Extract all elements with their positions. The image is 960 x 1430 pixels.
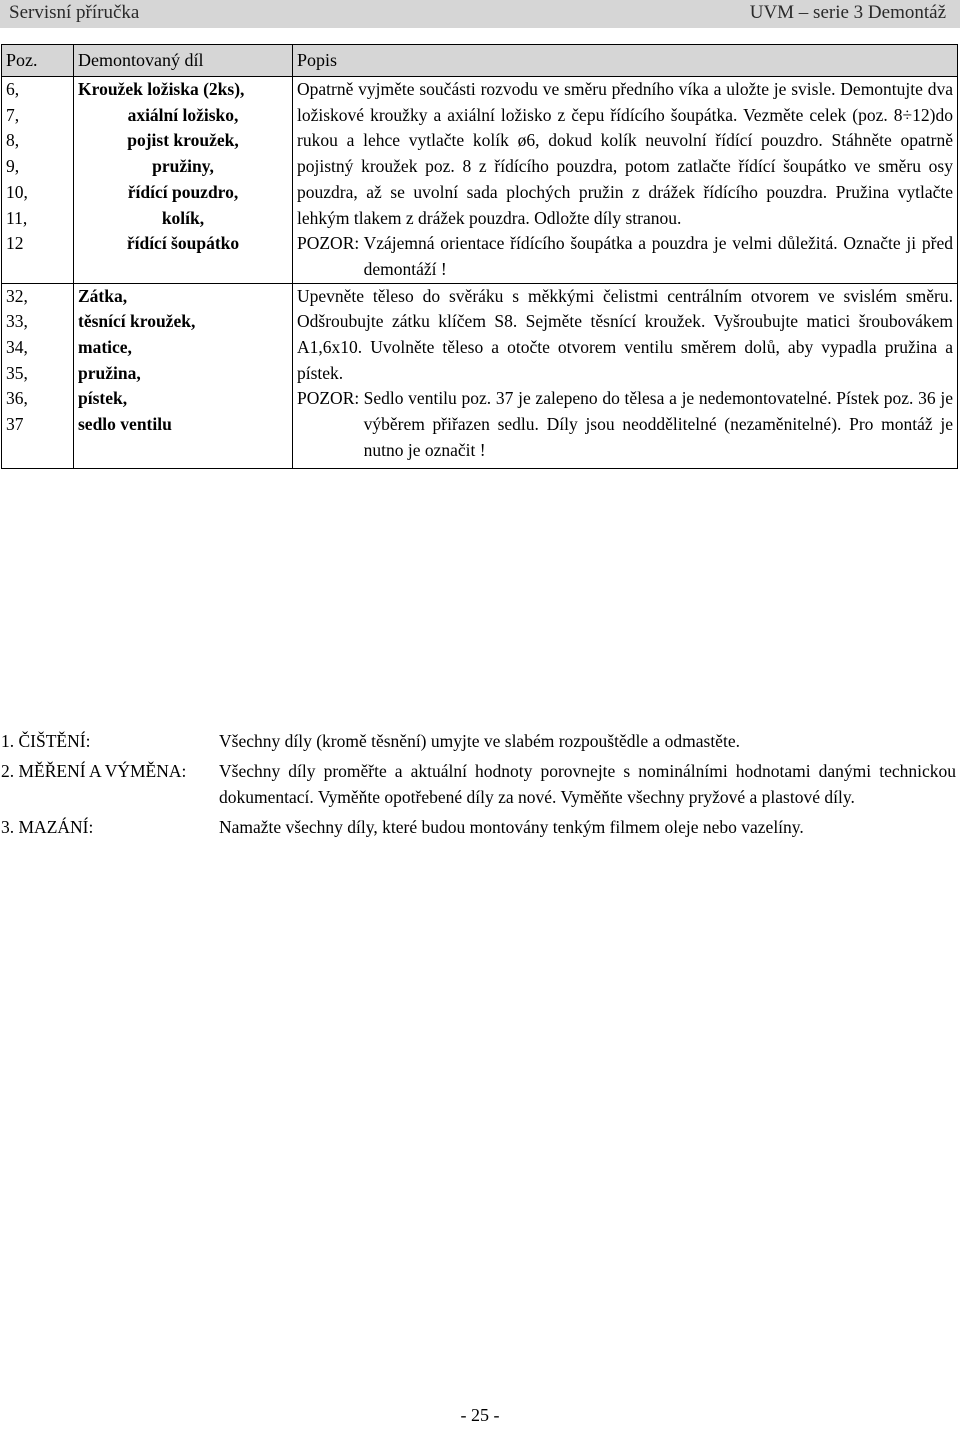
table-header-row [2, 45, 958, 77]
warning-label: POZOR: [297, 233, 364, 254]
section-label: 3. MAZÁNÍ: [1, 816, 94, 837]
section-label: 1. ČIŠTĚNÍ: [1, 731, 91, 751]
part-name: těsnící kroužek, [78, 311, 196, 332]
page-number: - 25 - [460, 1405, 500, 1425]
position-number: 7, [6, 104, 20, 125]
table-row [2, 77, 958, 284]
position-number: 6, [6, 79, 20, 99]
part-name: pístek, [78, 388, 128, 409]
part-cell [74, 77, 293, 284]
section-measuring [1, 758, 956, 811]
part-name: kolík, [161, 207, 205, 228]
page-header [0, 0, 960, 28]
position-number: 9, [6, 156, 20, 177]
warning-note [297, 231, 953, 282]
position-number: 37 [6, 414, 24, 435]
header-section-title: UVM – serie 3 Demontáž [749, 2, 946, 23]
warning-text: Vzájemná orientace řídícího šoupátka a pouzdra je velmi důležitá. Označte ji před demontáží ! [363, 233, 953, 279]
part-name: pojist kroužek, [127, 130, 239, 151]
description-cell [293, 283, 958, 468]
part-name: axiální ložisko, [127, 104, 239, 125]
header-position: Poz. [2, 45, 74, 77]
position-number: 8, [6, 130, 20, 151]
part-name: řídící pouzdro, [127, 181, 239, 202]
part-name: Kroužek ložiska (2ks), [78, 79, 245, 99]
description-cell [293, 77, 958, 284]
description-text: Upevněte těleso do svěráku s měkkými čelistmi centrálním otvorem ve svislém směru. Odšroubujte zátku klíčem S8. Sejměte těsnící kroužek. Vyšroubujte matici šroubovákem A1,6x10. Uvolněte těleso a otočte otvorem ventilu směrem dolů, aby vypadla pružina a pístek. [297, 285, 953, 383]
disassembly-table [1, 44, 958, 469]
position-number: 35, [6, 362, 28, 383]
table-row [2, 283, 958, 468]
position-number: 33, [6, 311, 28, 332]
part-name: Zátka, [78, 285, 128, 306]
warning-note [297, 386, 953, 463]
part-name: pružiny, [152, 156, 214, 177]
position-number: 10, [6, 181, 28, 202]
header-part: Demontovaný díl [74, 45, 293, 77]
position-number: 34, [6, 337, 28, 358]
position-number: 12 [6, 233, 24, 254]
part-name: pružina, [78, 362, 141, 383]
header-manual-title: Servisní příručka [9, 2, 140, 23]
part-name: sedlo ventilu [78, 414, 172, 435]
section-lubrication [1, 814, 956, 841]
position-cell [2, 283, 74, 468]
procedure-sections [1, 728, 956, 843]
position-number: 36, [6, 388, 28, 409]
part-cell [74, 283, 293, 468]
part-name: řídící šoupátko [126, 233, 240, 254]
section-text: Namažte všechny díly, které budou montovány tenkým filmem oleje nebo vazelíny. [219, 816, 804, 837]
position-number: 32, [6, 285, 28, 306]
section-text: Všechny díly proměřte a aktuální hodnoty porovnejte s nominálními hodnotami danými technickou dokumentací. Vyměňte opotřebené díly za nové. Vyměňte všechny pryžové a plastové díly. [219, 760, 956, 807]
position-number: 11, [6, 207, 28, 228]
position-cell [2, 77, 74, 284]
header-description: Popis [293, 45, 958, 77]
warning-text: Sedlo ventilu poz. 37 je zalepeno do tělesa a je nedemontovatelné. Pístek poz. 36 je výběrem přiřazen sedlu. Díly jsou neoddělitelné (nezaměnitelné). Pro montáž je nutno je označit ! [363, 388, 953, 460]
part-name: matice, [78, 337, 132, 358]
section-label: 2. MĚŘENÍ A VÝMĚNA: [1, 760, 187, 781]
description-text: Opatrně vyjměte součásti rozvodu ve směru předního víka a uložte je svisle. Demontujte dva ložiskové kroužky a axiální ložisko z čepu řídícího šoupátka. Vezměte celek (poz. 8÷12)do rukou a lehce vytlačte kolík ø6, dokud kolík neuvolní řídící pouzdro. Stáhněte opatrně pojistný kroužek poz. 8 z řídícího pouzdra, potom zatlačte řídící šoupátko ve směru osy pouzdra, až se uvolní sada plochých pružin z drážek řídícího pouzdra. Pružina vytlačte lehkým tlakem z drážek pouzdra. Odložte díly stranou. [297, 79, 953, 228]
section-cleaning [1, 728, 956, 755]
warning-label: POZOR: [297, 388, 364, 409]
section-text: Všechny díly (kromě těsnění) umyjte ve slabém rozpouštědle a odmastěte. [219, 731, 740, 751]
